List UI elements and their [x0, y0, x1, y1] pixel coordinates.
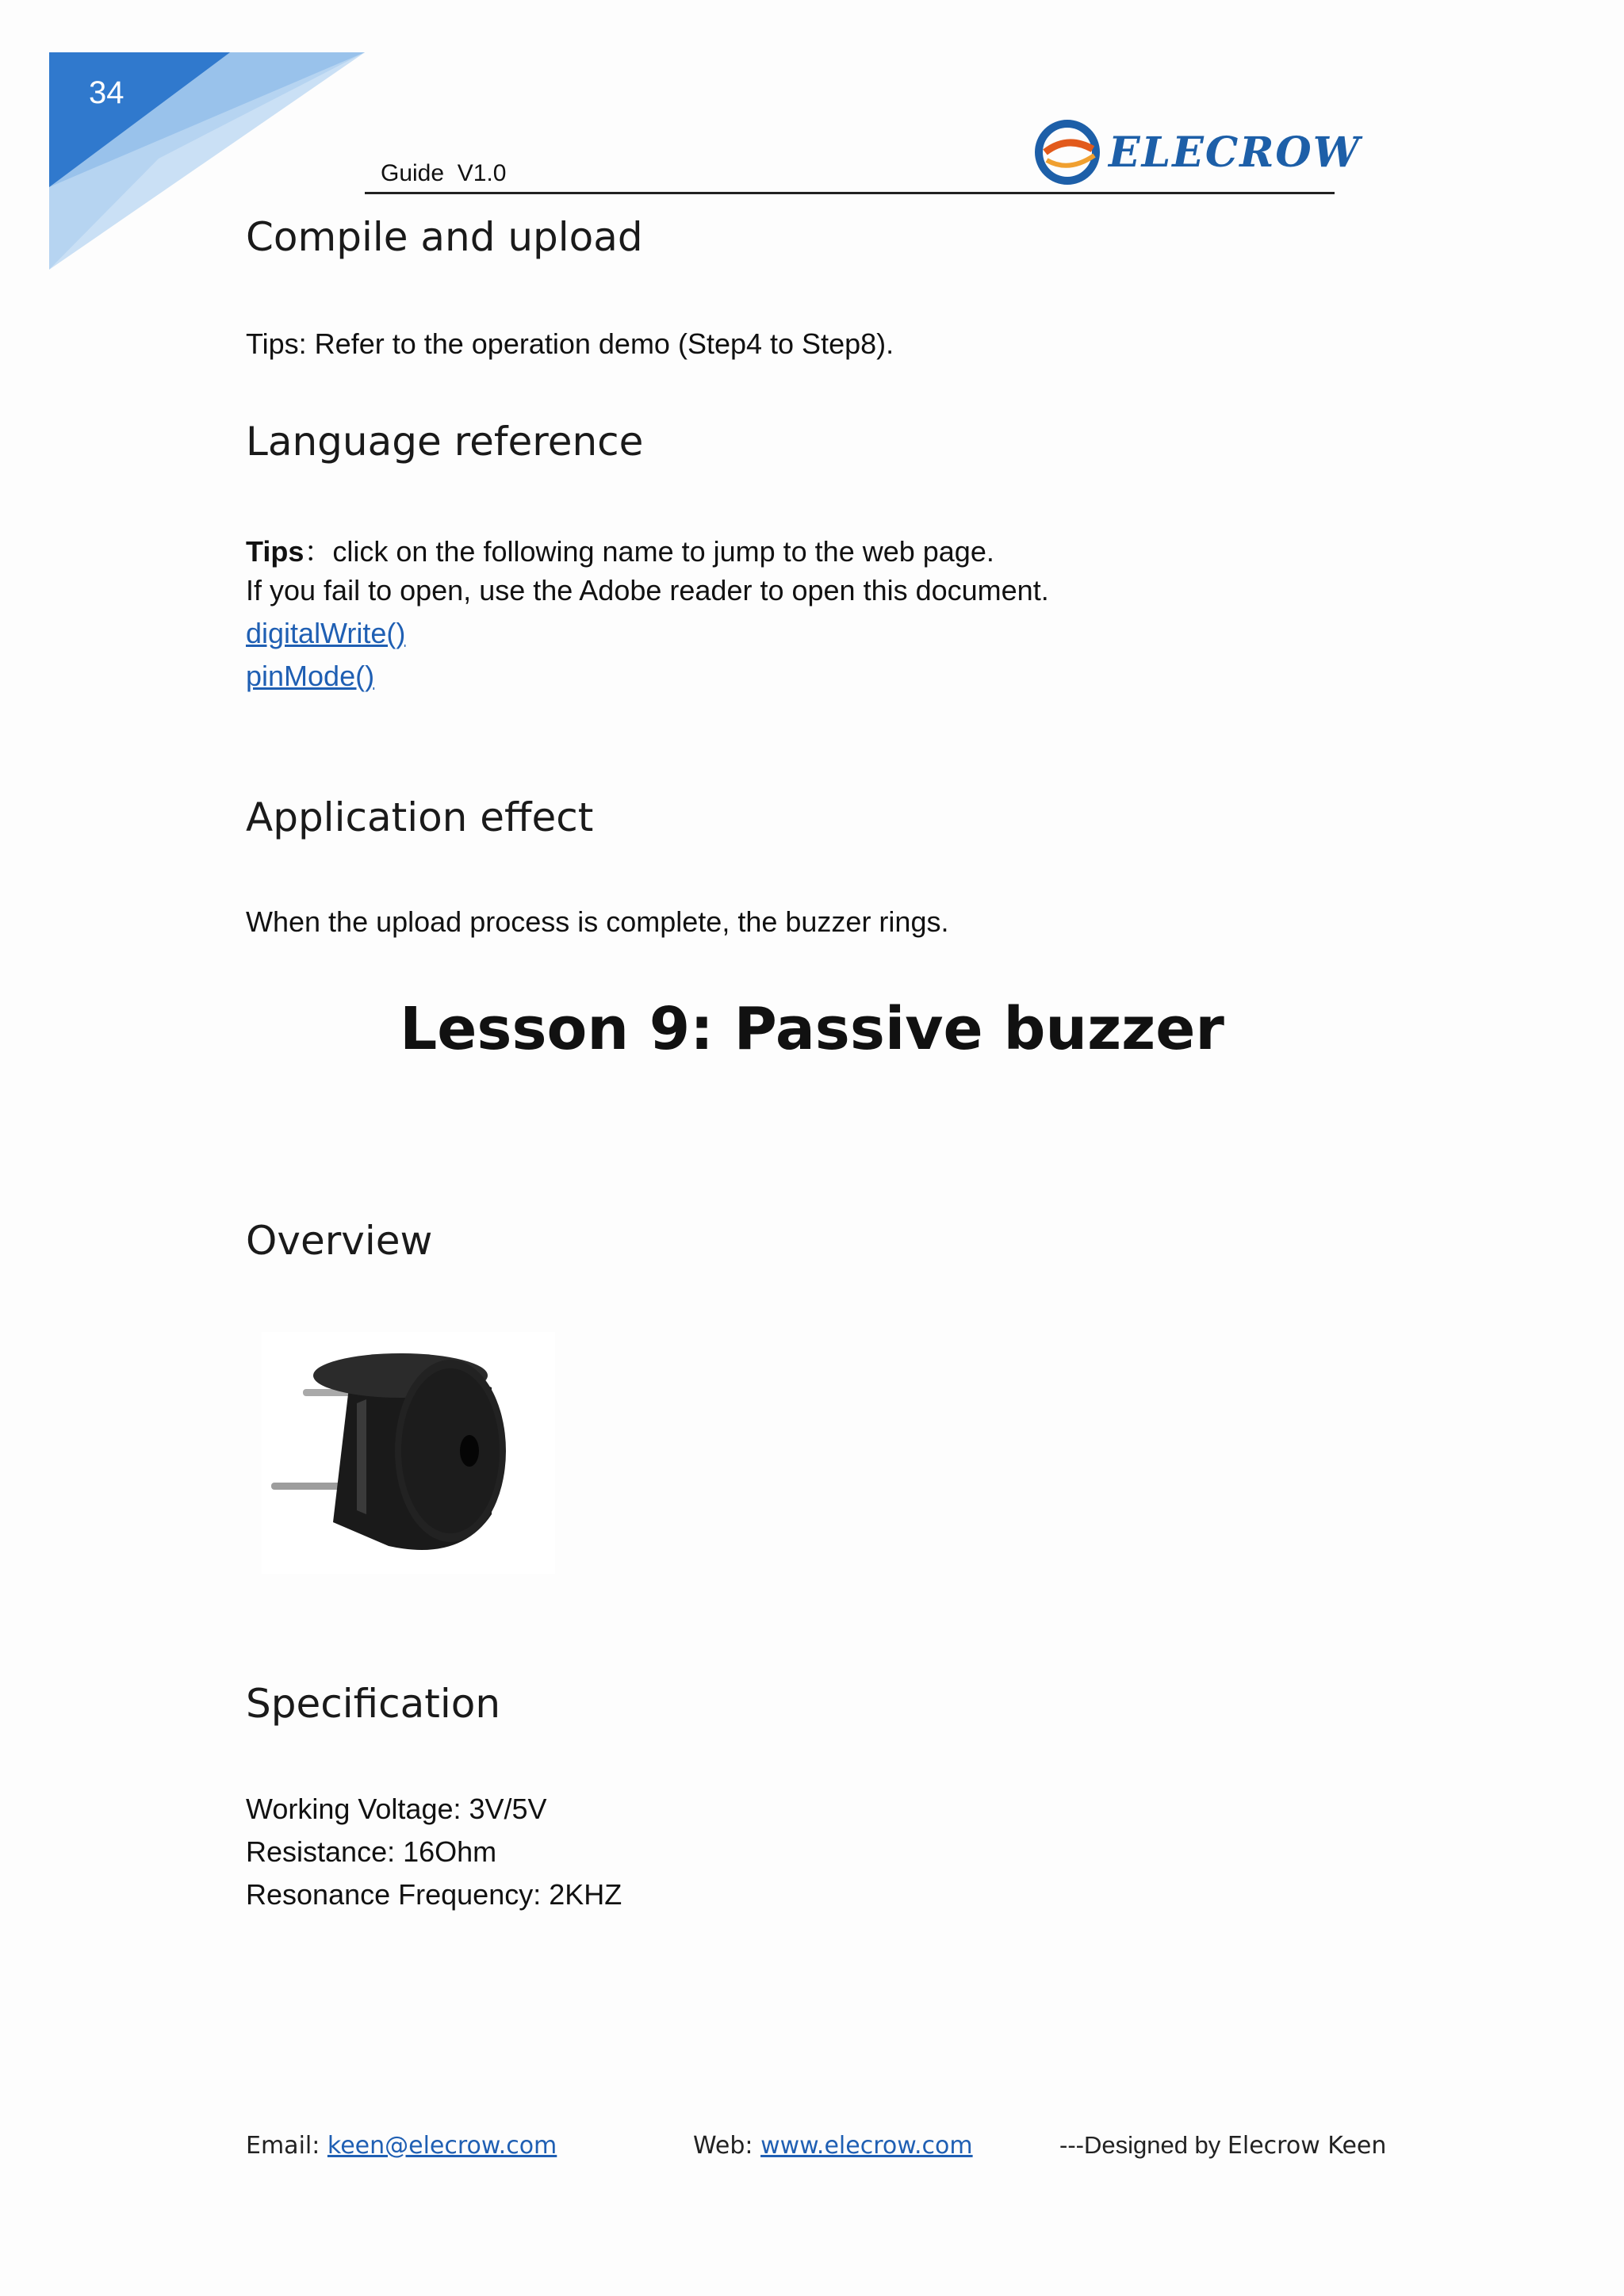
header-divider [365, 192, 1335, 194]
footer-web-link[interactable]: www.elecrow.com [760, 2132, 973, 2160]
elecrow-logo-icon [1029, 111, 1109, 190]
logo-wordmark: ELECROW [1109, 128, 1362, 177]
footer-email-link[interactable]: keen@elecrow.com [327, 2132, 557, 2160]
digitalwrite-link[interactable]: digitalWrite() [246, 617, 406, 649]
spec-resistance: Resistance: 16Ohm [246, 1835, 497, 1868]
compile-tip-text: Tips: Refer to the operation demo (Step4 to Step8). [246, 327, 894, 360]
footer-designed-prefix: ---Designed by [1059, 2131, 1228, 2159]
application-effect-text: When the upload process is complete, the buzzer rings. [246, 905, 949, 938]
compile-upload-heading: Compile and upload [246, 214, 643, 260]
guide-version-label: Guide V1.0 [381, 160, 507, 186]
footer-web [693, 2131, 973, 2160]
elecrow-logo [1029, 111, 1362, 190]
specification-heading: Specification [246, 1681, 501, 1727]
pinmode-link[interactable]: pinMode() [246, 660, 375, 692]
footer-web-label: Web: [693, 2132, 761, 2160]
page-number: 34 [89, 75, 124, 110]
footer-email-label: Email: [246, 2132, 327, 2160]
footer-designed-by [1059, 2131, 1386, 2160]
footer-designer-name: Elecrow Keen [1227, 2132, 1387, 2160]
application-effect-heading: Application effect [246, 794, 594, 840]
pinmode-link-line [246, 660, 374, 693]
spec-resonance-frequency: Resonance Frequency: 2KHZ [246, 1878, 622, 1911]
footer-email [246, 2131, 557, 2160]
spec-working-voltage: Working Voltage: 3V/5V [246, 1793, 547, 1825]
tips-label: Tips [246, 535, 304, 568]
digitalwrite-link-line [246, 617, 405, 650]
tips-text: ：click on the following name to jump to the web page. [304, 535, 994, 568]
lesson-title: Lesson 9: Passive buzzer [400, 995, 1224, 1063]
language-reference-heading: Language reference [246, 419, 644, 465]
overview-heading: Overview [246, 1218, 433, 1264]
language-tips-line [246, 530, 994, 570]
passive-buzzer-photo [262, 1332, 555, 1574]
adobe-reader-note: If you fail to open, use the Adobe reader to open this document. [246, 574, 1049, 607]
